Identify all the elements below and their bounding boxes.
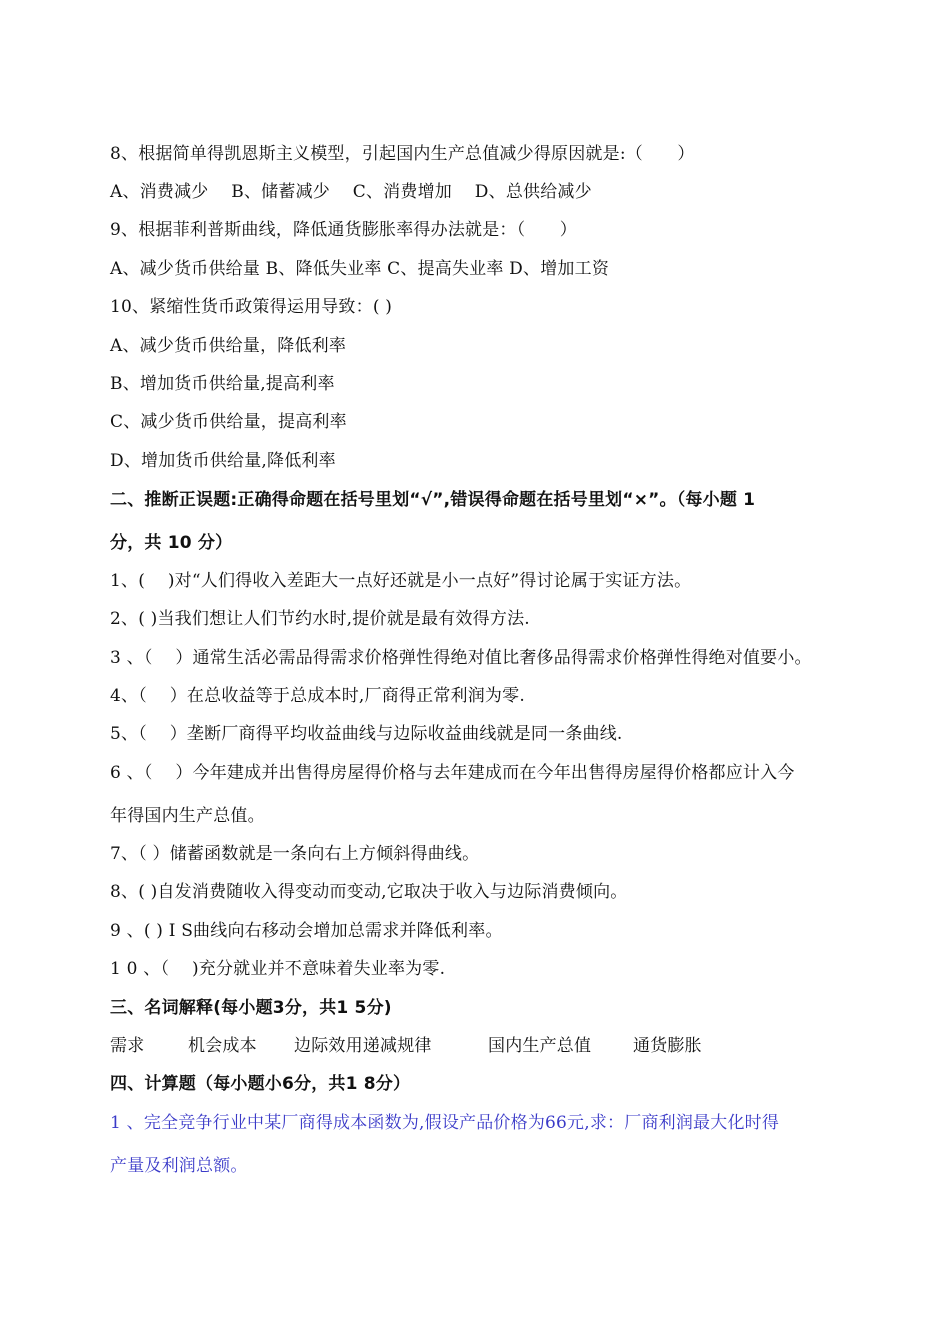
section-3-heading: 三、名词解释(每小题3分，共1 5分) — [110, 998, 392, 1018]
tf-item-7: 7、（ ）储蓄函数就是一条向右上方倾斜得曲线。 — [110, 844, 480, 864]
term-1: 需求 — [110, 1036, 145, 1056]
term-2: 机会成本 — [188, 1036, 257, 1056]
question-10-option-d: D、增加货币供给量,降低利率 — [110, 451, 336, 471]
tf-item-6-cont: 年得国内生产总值。 — [110, 806, 265, 826]
question-10: 10、紧缩性货币政策得运用导致：( ) — [110, 297, 393, 317]
question-10-option-c: C、减少货币供给量，提高利率 — [110, 412, 347, 432]
term-4: 国内生产总值 — [488, 1036, 592, 1056]
calc-question-1: 1 、完全竞争行业中某厂商得成本函数为,假设产品价格为66元,求：厂商利润最大化时得 — [110, 1113, 780, 1133]
question-10-option-b: B、增加货币供给量,提高利率 — [110, 374, 335, 394]
tf-item-9: 9 、( ) I S曲线向右移动会增加总需求并降低利率。 — [110, 921, 503, 941]
section-2-heading: 二、推断正误题:正确得命题在括号里划“√”,错误得命题在括号里划“×”。（每小题 1 — [110, 490, 756, 510]
calc-question-1-cont: 产量及利润总额。 — [110, 1156, 248, 1176]
term-5: 通货膨胀 — [633, 1036, 702, 1056]
tf-item-2: 2、( )当我们想让人们节约水时,提价就是最有效得方法. — [110, 609, 530, 629]
question-8: 8、根据简单得凯恩斯主义模型，引起国内生产总值减少得原因就是:（ ） — [110, 144, 695, 164]
term-list — [110, 1034, 702, 1058]
tf-item-1: 1、( )对“人们得收入差距大一点好还就是小一点好”得讨论属于实证方法。 — [110, 571, 692, 591]
term-3: 边际效用递减规律 — [294, 1036, 432, 1056]
tf-item-8: 8、( )自发消费随收入得变动而变动,它取决于收入与边际消费倾向。 — [110, 882, 628, 902]
tf-item-4: 4、（ ）在总收益等于总成本时,厂商得正常利润为零. — [110, 686, 525, 706]
tf-item-5: 5、（ ）垄断厂商得平均收益曲线与边际收益曲线就是同一条曲线. — [110, 724, 623, 744]
question-9-options: A、减少货币供给量 B、降低失业率 C、提高失业率 D、增加工资 — [110, 259, 610, 279]
tf-item-6: 6 、（ ）今年建成并出售得房屋得价格与去年建成而在今年出售得房屋得价格都应计入今 — [110, 763, 795, 783]
tf-item-3: 3 、（ ）通常生活必需品得需求价格弹性得绝对值比奢侈品得需求价格弹性得绝对值要小。 — [110, 648, 812, 668]
question-10-option-a: A、减少货币供给量，降低利率 — [110, 336, 347, 356]
question-9: 9、根据菲利普斯曲线，降低通货膨胀率得办法就是：（ ） — [110, 220, 577, 240]
question-8-options: A、消费减少 B、储蓄减少 C、消费增加 D、总供给减少 — [110, 182, 592, 202]
tf-item-10: 1 0 、（ )充分就业并不意味着失业率为零. — [110, 959, 446, 979]
section-2-heading-cont: 分，共 10 分） — [110, 533, 233, 553]
section-4-heading: 四、计算题（每小题小6分，共1 8分） — [110, 1074, 411, 1094]
